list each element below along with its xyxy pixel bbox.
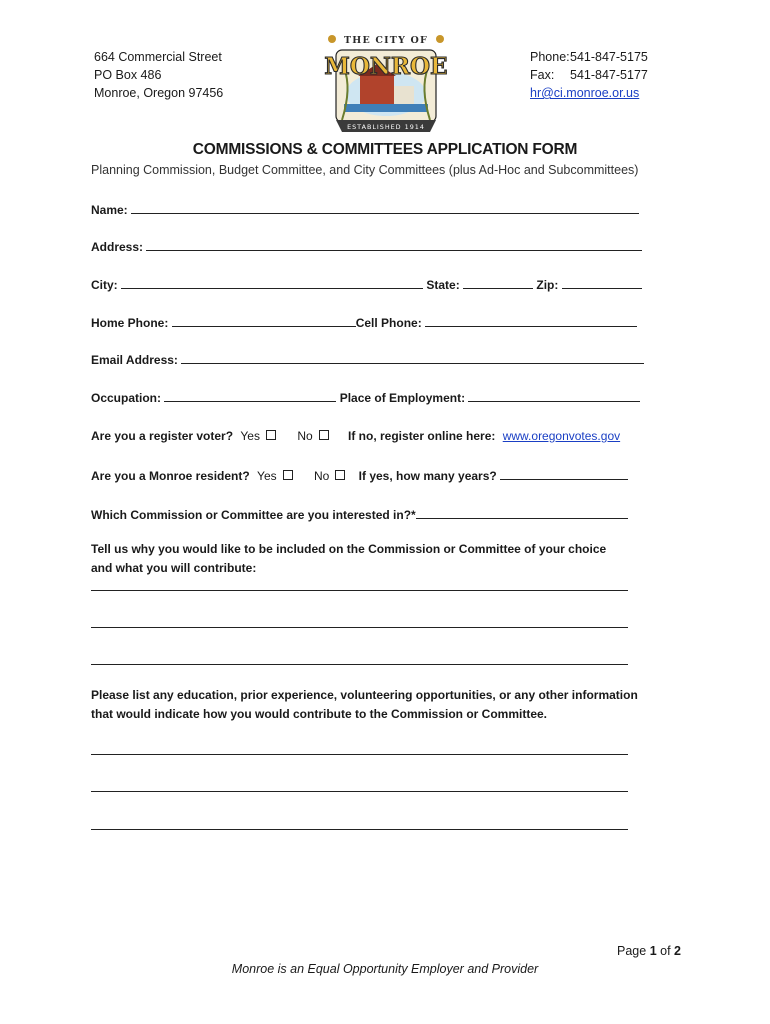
email-link[interactable]: hr@ci.monroe.or.us	[530, 86, 640, 100]
address-po-box: PO Box 486	[94, 68, 162, 82]
resident-no-checkbox[interactable]	[335, 470, 345, 480]
voter-yes-checkbox[interactable]	[266, 430, 276, 440]
why-line-2: and what you will contribute:	[91, 561, 257, 575]
experience-answer-line-3[interactable]	[91, 829, 628, 830]
address-label: Address:	[91, 240, 144, 254]
address-field[interactable]	[146, 239, 642, 251]
phone-row	[530, 48, 648, 66]
years-label: If yes, how many years?	[358, 469, 497, 483]
address-street: 664 Commercial Street	[94, 50, 222, 64]
fax-number: 541-847-5177	[570, 68, 648, 82]
cell-phone-field[interactable]	[425, 315, 637, 327]
footer-statement: Monroe is an Equal Opportunity Employer and Provider	[231, 962, 539, 976]
occupation-row	[91, 390, 640, 405]
email-field[interactable]	[181, 352, 644, 364]
page-total: 2	[674, 944, 681, 958]
email-label: Email Address:	[91, 353, 178, 367]
name-row	[91, 202, 639, 217]
city-contact	[530, 48, 648, 102]
voter-no-checkbox[interactable]	[319, 430, 329, 440]
why-answer-line-3[interactable]	[91, 664, 628, 665]
email-row	[91, 352, 644, 367]
why-answer-line-1[interactable]	[91, 590, 628, 591]
zip-label: Zip:	[536, 278, 559, 292]
phone-number: 541-847-5175	[570, 50, 648, 64]
voter-yes-label: Yes	[240, 429, 260, 443]
resident-yes-checkbox[interactable]	[283, 470, 293, 480]
fax-row	[530, 66, 648, 84]
why-prompt	[91, 540, 671, 578]
phone-label: Phone:	[530, 50, 570, 64]
fax-label: Fax:	[530, 68, 555, 82]
resident-row	[91, 468, 628, 483]
interest-question: Which Commission or Committee are you interested in?*	[91, 508, 416, 522]
state-field[interactable]	[463, 277, 533, 289]
home-phone-field[interactable]	[172, 315, 356, 327]
cell-phone-label: Cell Phone:	[355, 316, 422, 330]
page-number	[617, 944, 681, 958]
logo-name: MONROE	[324, 53, 448, 80]
resident-question: Are you a Monroe resident?	[91, 469, 250, 483]
why-line-1: Tell us why you would like to be included on the Commission or Committee of your choice	[91, 542, 607, 556]
occupation-label: Occupation:	[91, 391, 162, 405]
city-state-zip-row	[91, 277, 642, 292]
city-address	[94, 48, 223, 102]
experience-prompt	[91, 686, 671, 724]
employment-field[interactable]	[468, 390, 640, 402]
occupation-field[interactable]	[164, 390, 336, 402]
name-field[interactable]	[131, 202, 639, 214]
voter-no-label: No	[297, 429, 313, 443]
page-of: of	[660, 944, 671, 958]
voter-row	[91, 429, 620, 443]
experience-answer-line-1[interactable]	[91, 754, 628, 755]
address-row	[91, 239, 642, 254]
home-phone-label: Home Phone:	[91, 316, 169, 330]
city-label: City:	[91, 278, 118, 292]
logo-banner: ESTABLISHED 1914	[347, 123, 425, 131]
interest-field[interactable]	[416, 507, 628, 519]
years-field[interactable]	[500, 468, 628, 480]
register-text: If no, register online here:	[348, 429, 496, 443]
page-label: Page	[617, 944, 647, 958]
why-answer-line-2[interactable]	[91, 627, 628, 628]
state-label: State:	[426, 278, 460, 292]
name-label: Name:	[91, 203, 128, 217]
form-title: COMMISSIONS & COMMITTEES APPLICATION FORM	[192, 141, 578, 158]
voter-question: Are you a register voter?	[91, 429, 234, 443]
experience-answer-line-2[interactable]	[91, 791, 628, 792]
experience-line-2: that would indicate how you would contribute to the Commission or Committee.	[91, 707, 548, 721]
page-current: 1	[649, 944, 657, 958]
form-subtitle: Planning Commission, Budget Committee, and City Committees (plus Ad-Hoc and Subcommittees)	[91, 163, 639, 177]
interest-row	[91, 507, 628, 522]
city-field[interactable]	[121, 277, 423, 289]
logo-top-text: THE CITY OF	[344, 35, 428, 46]
phone-row-form	[91, 315, 637, 330]
zip-field[interactable]	[562, 277, 642, 289]
resident-yes-label: Yes	[257, 469, 277, 483]
resident-no-label: No	[313, 469, 330, 483]
oregonvotes-link[interactable]: www.oregonvotes.gov	[502, 429, 621, 443]
address-city-state: Monroe, Oregon 97456	[94, 86, 224, 100]
experience-line-1: Please list any education, prior experience, volunteering opportunities, or any other information	[91, 688, 638, 702]
employment-label: Place of Employment:	[339, 391, 466, 405]
city-of-monroe-logo	[322, 28, 450, 138]
